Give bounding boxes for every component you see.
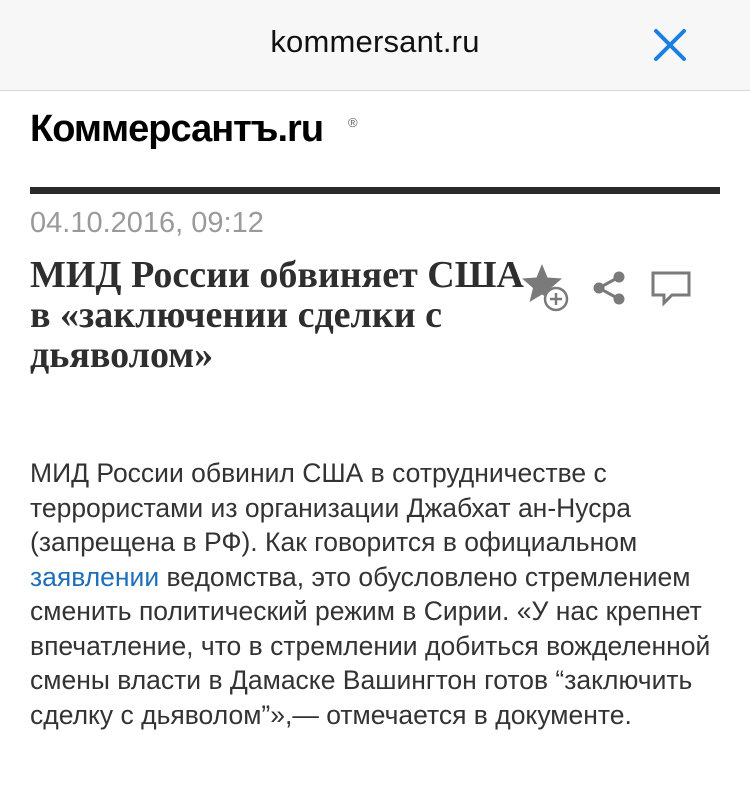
- article-date: 04.10.2016, 09:12: [30, 207, 264, 239]
- favorite-add-icon: [520, 262, 570, 312]
- share-icon: [590, 270, 628, 306]
- favorite-button[interactable]: [520, 262, 570, 312]
- header-divider: [30, 187, 720, 194]
- article-title: МИД России обвиняет США в «заключении сделки с дьяволом»: [30, 254, 524, 376]
- comment-button[interactable]: [650, 270, 692, 308]
- registered-mark: ®: [348, 115, 358, 130]
- statement-link[interactable]: заявлении: [30, 561, 160, 592]
- close-icon: [645, 22, 695, 68]
- article-body-part1: МИД России обвинил США в сотрудничестве с террористами из организации Джабхат ан-Нусра (запрещена в РФ). Как говорится в официальном: [30, 458, 638, 557]
- article-body-part2: ведомства, это обусловлено стремлением сменить политический режим в Сирии. «У нас крепнет впечатление, что в стремлении добиться вожделенной смены власти в Дамаске Вашингтон готов “заключить сделку с дьяволом”»,— отмечается в документе.: [30, 561, 711, 730]
- close-button[interactable]: [645, 22, 695, 68]
- article-body: [30, 456, 720, 732]
- browser-top-bar: [0, 0, 750, 91]
- url-label[interactable]: kommersant.ru: [270, 24, 480, 59]
- site-logo[interactable]: Коммерсантъ.ru: [30, 108, 324, 150]
- share-button[interactable]: [590, 270, 628, 306]
- comment-icon: [650, 270, 692, 308]
